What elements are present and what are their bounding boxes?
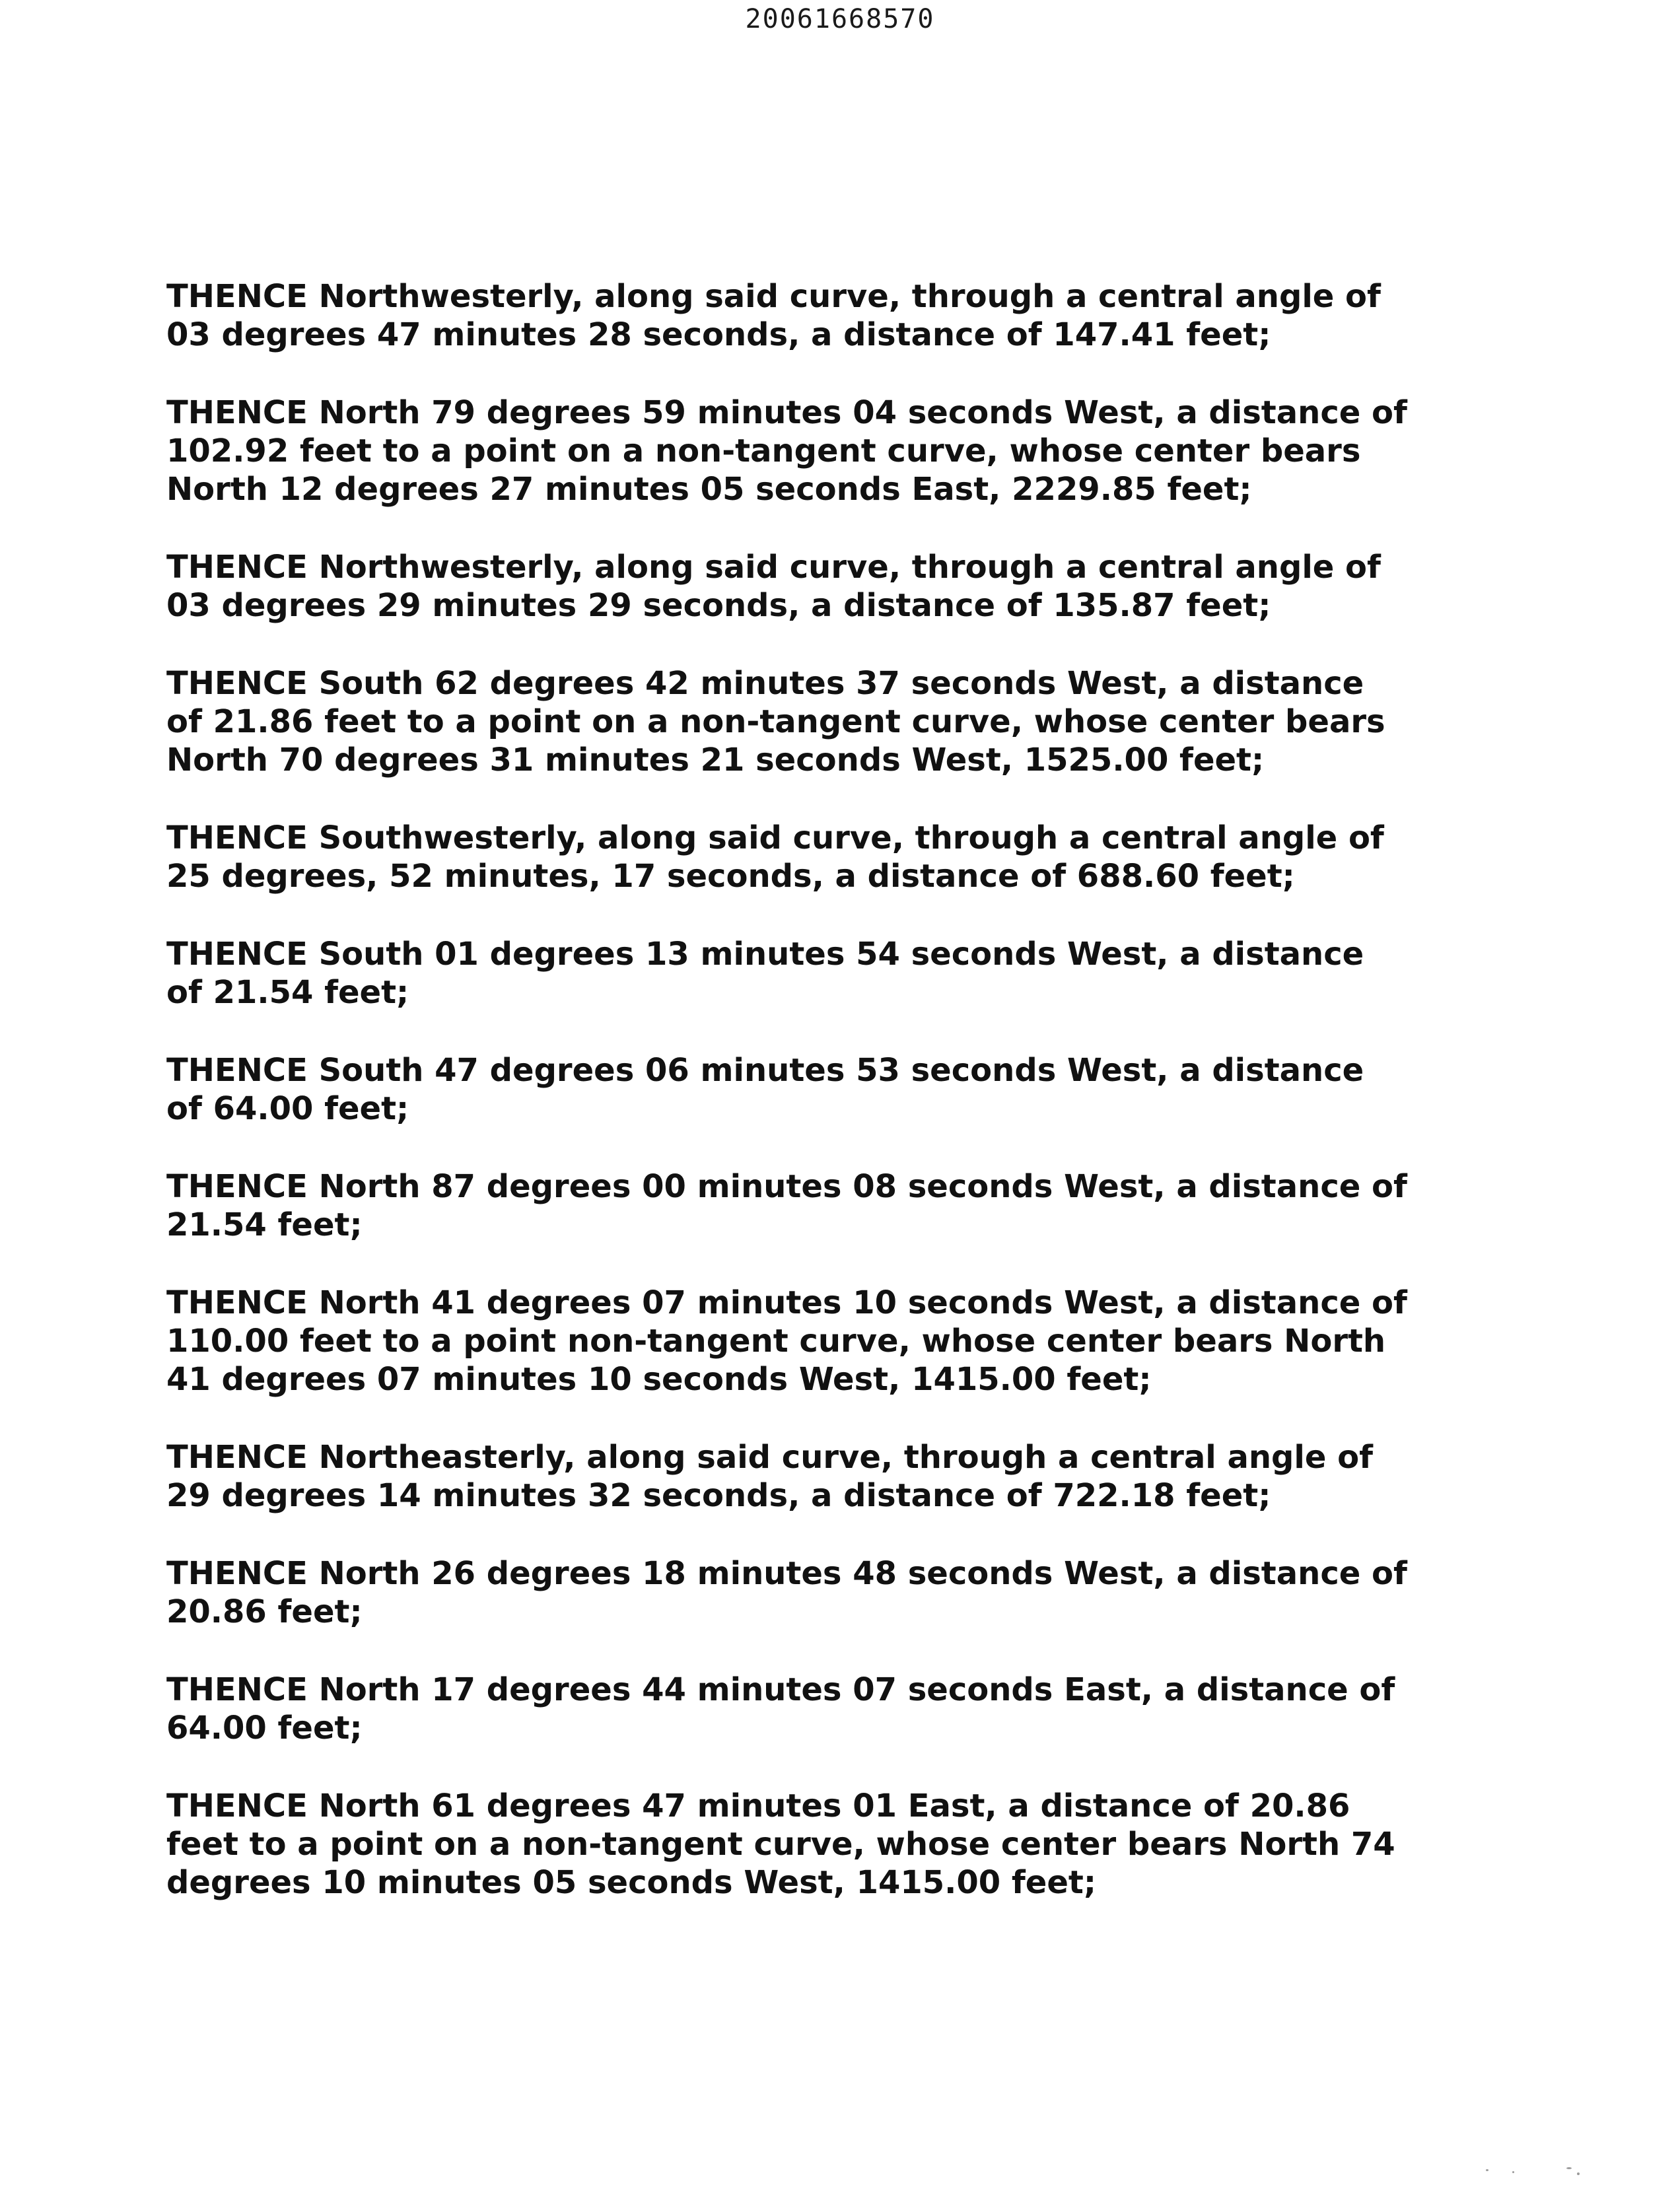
course-paragraph-12: THENCE North 17 degrees 44 minutes 07 seconds East, a distance of 64.00 feet; — [166, 1671, 1395, 1747]
course-paragraph-11: THENCE North 26 degrees 18 minutes 48 seconds West, a distance of 20.86 feet; — [166, 1555, 1407, 1630]
course-paragraph-8: THENCE North 87 degrees 00 minutes 08 seconds West, a distance of 21.54 feet; — [166, 1168, 1407, 1243]
course-paragraph-10: THENCE Northeasterly, along said curve, through a central angle of 29 degrees 14 minutes 32 seconds, a distance of 722.18 feet; — [166, 1439, 1373, 1514]
legal-description — [166, 277, 1487, 1941]
course-paragraph-5: THENCE Southwesterly, along said curve, through a central angle of 25 degrees, 52 minutes, 17 seconds, a distance of 688.60 feet; — [166, 819, 1384, 895]
course-paragraph-6: THENCE South 01 degrees 13 minutes 54 seconds West, a distance of 21.54 feet; — [166, 936, 1364, 1011]
course-paragraph-4: THENCE South 62 degrees 42 minutes 37 seconds West, a distance of 21.86 feet to a point on a non-tangent curve, whose center bears North 70 degrees 31 minutes 21 seconds West, 1525.00 feet; — [166, 665, 1385, 779]
scan-speck — [1512, 2171, 1514, 2173]
scan-speck — [1566, 2167, 1572, 2169]
course-paragraph-2: THENCE North 79 degrees 59 minutes 04 seconds West, a distance of 102.92 feet to a point on a non-tangent curve, whose center bears North 12 degrees 27 minutes 05 seconds East, 2229.85 feet; — [166, 394, 1407, 508]
scan-speck — [1486, 2169, 1488, 2171]
course-paragraph-3: THENCE Northwesterly, along said curve, through a central angle of 03 degrees 29 minutes 29 seconds, a distance of 135.87 feet; — [166, 549, 1381, 624]
document-number: 20061668570 — [745, 4, 935, 34]
scan-speck — [1577, 2172, 1580, 2175]
course-paragraph-13: THENCE North 61 degrees 47 minutes 01 East, a distance of 20.86 feet to a point on a non-tangent curve, whose center bears North 74 degrees 10 minutes 05 seconds West, 1415.00 feet; — [166, 1788, 1395, 1901]
course-paragraph-9: THENCE North 41 degrees 07 minutes 10 seconds West, a distance of 110.00 feet to a point non-tangent curve, whose center bears North 41 degrees 07 minutes 10 seconds West, 1415.00 feet; — [166, 1284, 1407, 1398]
course-paragraph-1: THENCE Northwesterly, along said curve, through a central angle of 03 degrees 47 minutes 28 seconds, a distance of 147.41 feet; — [166, 278, 1381, 353]
course-paragraph-7: THENCE South 47 degrees 06 minutes 53 seconds West, a distance of 64.00 feet; — [166, 1052, 1364, 1127]
